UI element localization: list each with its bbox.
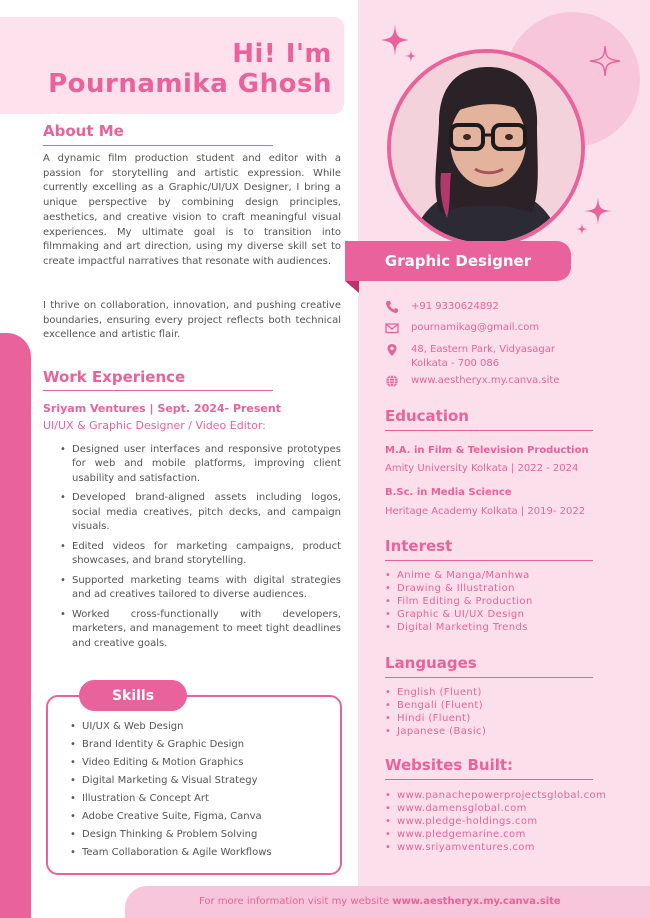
job-title-banner: Graphic Designer bbox=[345, 241, 571, 281]
work-title: Work Experience bbox=[43, 368, 186, 386]
greeting: Hi! I'm bbox=[232, 39, 332, 69]
contact-website bbox=[385, 374, 560, 388]
about-paragraph: A dynamic film production student and editor with a passion for storytelling and artistic expression. While currently excelling as a Graphic/UI/UX Designer, I bring a unique perspective by combining design principles, aesthetics, and creative vision to craft meaningful visual experiences. My ultimate goal is to transition into filmmaking and art direction, using my diverse skill set to create impactful narratives that resonate with audiences. bbox=[43, 153, 341, 267]
phone-icon bbox=[385, 300, 399, 314]
education-title: Education bbox=[385, 407, 469, 425]
location-icon bbox=[385, 343, 399, 357]
profile-photo bbox=[387, 49, 585, 247]
left-accent-strip bbox=[0, 333, 31, 918]
address-line: Kolkata - 700 086 bbox=[411, 358, 500, 369]
list-item: • Designed user interfaces and responsive prototypes for web and mobile platforms, improving client usability and satisfaction. bbox=[58, 443, 341, 486]
list-item: • Video Editing & Motion Graphics bbox=[68, 754, 272, 772]
work-bullets bbox=[58, 443, 341, 656]
list-item: • Illustration & Concept Art bbox=[68, 790, 272, 808]
email-icon bbox=[385, 321, 399, 335]
list-item: • Worked cross-functionally with developers, marketers, and management to meet tight deadlines and creative goals. bbox=[58, 608, 341, 651]
list-item: • Anime & Manga/Manhwa bbox=[385, 569, 533, 582]
list-item: • Drawing & Illustration bbox=[385, 582, 533, 595]
list-item[interactable]: • www.pledgemarine.com bbox=[385, 828, 620, 841]
divider bbox=[385, 560, 593, 561]
job-company: Sriyam Ventures | Sept. 2024- Present bbox=[43, 402, 281, 415]
list-item[interactable]: • www.panachepowerprojectsglobal.com bbox=[385, 789, 620, 802]
languages-list bbox=[385, 686, 486, 738]
phone-number[interactable]: +91 9330624892 bbox=[411, 301, 499, 312]
address-line: 48, Eastern Park, Vidyasagar bbox=[411, 344, 555, 355]
sparkle-icon bbox=[572, 195, 616, 239]
interest-list bbox=[385, 569, 533, 634]
education-degree: M.A. in Film & Television Production bbox=[385, 445, 589, 456]
list-item: • Digital Marketing & Visual Strategy bbox=[68, 772, 272, 790]
websites-list bbox=[385, 789, 620, 854]
sparkle-icon bbox=[588, 44, 622, 78]
list-item[interactable]: • www.pledge-holdings.com bbox=[385, 815, 620, 828]
list-item: • Hindi (Fluent) bbox=[385, 712, 486, 725]
list-item[interactable]: • www.sriyamventures.com bbox=[385, 841, 620, 854]
job-role: UI/UX & Graphic Designer / Video Editor: bbox=[43, 419, 266, 432]
list-item: • Team Collaboration & Agile Workflows bbox=[68, 844, 272, 862]
education-degree: B.Sc. in Media Science bbox=[385, 487, 512, 498]
list-item: • Graphic & UI/UX Design bbox=[385, 608, 533, 621]
name-header bbox=[0, 17, 344, 114]
list-item: • Japanese (Basic) bbox=[385, 725, 486, 738]
divider bbox=[385, 430, 593, 431]
contact-email bbox=[385, 321, 539, 335]
contact-phone bbox=[385, 300, 499, 314]
about-title: About Me bbox=[43, 122, 124, 140]
address bbox=[411, 343, 555, 371]
list-item: • Film Editing & Production bbox=[385, 595, 533, 608]
email-address[interactable]: pournamikag@gmail.com bbox=[411, 322, 540, 333]
list-item: • Brand Identity & Graphic Design bbox=[68, 736, 272, 754]
websites-title: Websites Built: bbox=[385, 756, 514, 774]
list-item: • UI/UX & Web Design bbox=[68, 718, 272, 736]
full-name: Pournamika Ghosh bbox=[48, 69, 332, 99]
footer-label: For more information visit my website bbox=[199, 896, 393, 907]
languages-title: Languages bbox=[385, 654, 477, 672]
divider bbox=[43, 390, 273, 391]
divider bbox=[385, 779, 593, 780]
list-item[interactable]: • www.damensglobal.com bbox=[385, 802, 620, 815]
list-item: • Edited videos for marketing campaigns, product showcases, and brand storytelling. bbox=[58, 540, 341, 569]
education-institution: Amity University Kolkata | 2022 - 2024 bbox=[385, 463, 579, 474]
list-item: • Supported marketing teams with digital strategies and ad creatives tailored to diverse audiences. bbox=[58, 574, 341, 603]
banner-fold bbox=[345, 281, 359, 293]
list-item: • Design Thinking & Problem Solving bbox=[68, 826, 272, 844]
list-item: • Developed brand-aligned assets including logos, social media creatives, pitch decks, and campaign visuals. bbox=[58, 491, 341, 534]
skills-title: Skills bbox=[79, 680, 187, 711]
globe-icon bbox=[385, 374, 399, 388]
divider bbox=[43, 145, 273, 146]
list-item: • Adobe Creative Suite, Figma, Canva bbox=[68, 808, 272, 826]
contact-address bbox=[385, 343, 555, 371]
interest-title: Interest bbox=[385, 537, 453, 555]
skills-list bbox=[68, 718, 272, 862]
footer-text bbox=[199, 896, 561, 907]
list-item: • Digital Marketing Trends bbox=[385, 621, 533, 634]
divider bbox=[385, 677, 593, 678]
list-item: • Bengali (Fluent) bbox=[385, 699, 486, 712]
footer-link[interactable]: www.aestheryx.my.canva.site bbox=[392, 896, 561, 907]
education-institution: Heritage Academy Kolkata | 2019- 2022 bbox=[385, 506, 586, 517]
sparkle-icon bbox=[377, 22, 421, 66]
website-link[interactable]: www.aestheryx.my.canva.site bbox=[411, 375, 560, 386]
about-paragraph: I thrive on collaboration, innovation, and pushing creative boundaries, ensuring every project reflects both technical excellence and artistic flair. bbox=[43, 300, 341, 341]
list-item: • English (Fluent) bbox=[385, 686, 486, 699]
